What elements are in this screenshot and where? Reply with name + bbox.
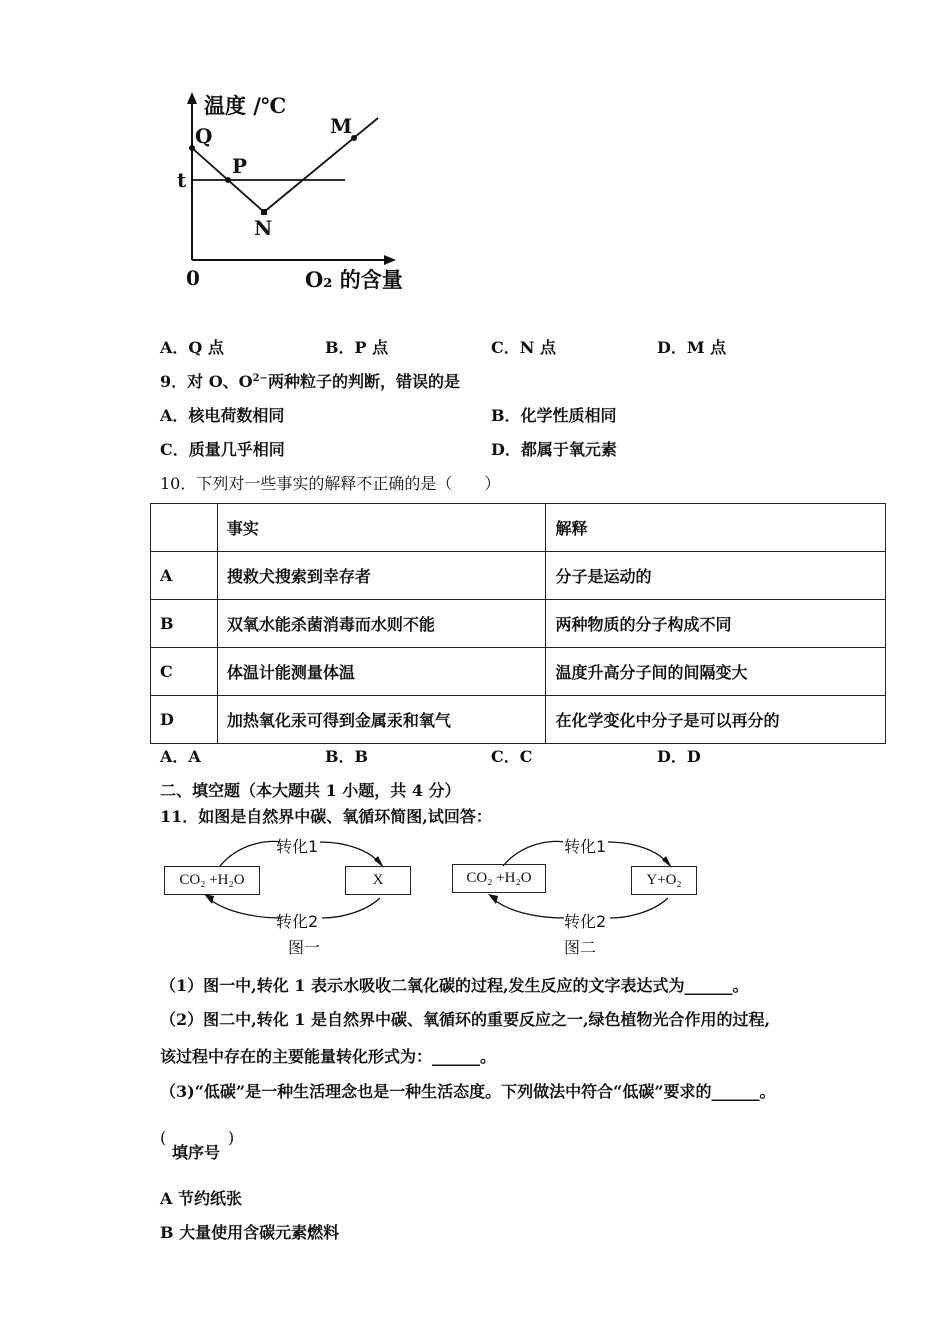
- q11-stem: 11．如图是自然界中碳、氧循环简图,试回答：: [160, 807, 492, 826]
- row-explain: 分子是运动的: [546, 552, 886, 600]
- q9-option-a-text: 核电荷数相同: [188, 406, 285, 425]
- table-header-blank: [151, 504, 218, 552]
- table-header-explain: 解释: [546, 504, 886, 552]
- fig1-left-box: CO₂ +H₂O: [164, 866, 260, 895]
- q10-option-d-letter: D．: [657, 747, 687, 766]
- y-axis-arrow: [187, 92, 197, 104]
- row-fact: 加热氧化汞可得到金属汞和氧气: [217, 696, 546, 744]
- point-p-label: P: [232, 154, 248, 178]
- q8-option-d[interactable]: [657, 335, 726, 358]
- cycle-diagram-2: [448, 832, 708, 962]
- choice-a: A 节约纸张: [160, 1189, 242, 1208]
- q11-part2-line2: 该过程中存在的主要能量转化形式为：______。: [160, 1047, 497, 1066]
- fig1-caption: 图一: [288, 938, 321, 957]
- q9-option-d[interactable]: [491, 437, 617, 460]
- row-explain: 温度升高分子间的间隔变大: [546, 648, 886, 696]
- temperature-graph: [160, 88, 420, 298]
- row-explain: 在化学变化中分子是可以再分的: [546, 696, 886, 744]
- q10-table: [150, 503, 886, 744]
- choice-b: B 大量使用含碳元素燃料: [160, 1223, 340, 1242]
- q10-option-c[interactable]: [491, 744, 532, 767]
- q8-option-b-text: P 点: [354, 338, 389, 357]
- fill-hint: 填序号: [172, 1143, 221, 1162]
- q8-option-a[interactable]: [160, 335, 224, 358]
- row-label: B: [151, 600, 218, 648]
- y-axis-label: 温度 /℃: [204, 93, 287, 118]
- q9-option-b-text: 化学性质相同: [520, 406, 617, 425]
- row-explain: 两种物质的分子构成不同: [546, 600, 886, 648]
- q10-table-header: [151, 504, 886, 552]
- q8-option-c-text: N 点: [519, 338, 556, 357]
- fig2-right-box: Y+O₂: [631, 866, 697, 895]
- fig2-caption: 图二: [564, 938, 597, 957]
- q9-stem: [160, 369, 460, 392]
- q9-stem-prefix: 9．对 O、O: [160, 372, 253, 391]
- q9-option-a[interactable]: [160, 403, 284, 426]
- paren-close: ): [228, 1128, 235, 1147]
- row-label: C: [151, 648, 218, 696]
- q10-stem: 10．下列对一些事实的解释不正确的是（ ）: [160, 474, 501, 493]
- table-row: [151, 552, 886, 600]
- q10-option-c-text: C: [519, 747, 533, 766]
- q11-part1: （1）图一中,转化 1 表示水吸收二氧化碳的过程,发生反应的文字表达式为______。: [160, 976, 749, 995]
- table-row: [151, 696, 886, 744]
- q8-option-a-letter: A．: [160, 338, 189, 357]
- row-fact: 双氧水能杀菌消毒而水则不能: [217, 600, 546, 648]
- q9-option-d-text: 都属于氧元素: [520, 440, 617, 459]
- q8-option-b[interactable]: [325, 335, 388, 358]
- table-row: [151, 600, 886, 648]
- point-p-dot: [225, 177, 231, 183]
- q9-option-b[interactable]: [491, 403, 617, 426]
- table-header-fact: 事实: [217, 504, 546, 552]
- q10-option-a-letter: A．: [160, 747, 189, 766]
- q11-part2-line1: （2）图二中,转化 1 是自然界中碳、氧循环的重要反应之一,绿色植物光合作用的过程,: [160, 1010, 771, 1029]
- q10-option-d[interactable]: [657, 744, 701, 767]
- point-n-label: N: [254, 216, 273, 240]
- q10-option-c-letter: C．: [491, 747, 520, 766]
- q10-option-b-letter: B．: [325, 747, 355, 766]
- table-row: [151, 648, 886, 696]
- q10-option-b-text: B: [354, 747, 369, 766]
- q9-option-c-text: 质量几乎相同: [188, 440, 285, 459]
- q10-option-a-text: A: [188, 747, 201, 766]
- fig2-left-box: CO₂ +H₂O: [452, 864, 546, 893]
- q9-superscript: 2−: [252, 373, 268, 384]
- point-q-label: Q: [195, 124, 213, 148]
- paren-open: (: [160, 1128, 167, 1147]
- q8-option-c-letter: C．: [491, 338, 520, 357]
- q10-option-d-text: D: [686, 747, 701, 766]
- fig1-top-label: 转化1: [276, 837, 319, 856]
- q9-stem-suffix: 两种粒子的判断，错误的是: [267, 372, 460, 391]
- row-label: D: [151, 696, 218, 744]
- fig2-top-label: 转化1: [564, 837, 607, 856]
- q9-option-d-letter: D．: [491, 440, 521, 459]
- q10-option-a[interactable]: [160, 744, 201, 767]
- t-label: t: [177, 168, 187, 192]
- section-title: 二、填空题（本大题共 1 小题，共 4 分）: [160, 781, 461, 800]
- cycle-diagram-1: [160, 832, 420, 962]
- n-to-m-line: [264, 118, 378, 212]
- origin-label: 0: [186, 266, 200, 290]
- q9-option-a-letter: A．: [160, 406, 189, 425]
- q9-option-c-letter: C．: [160, 440, 189, 459]
- row-fact: 搜救犬搜索到幸存者: [217, 552, 546, 600]
- q9-option-b-letter: B．: [491, 406, 521, 425]
- q10-option-b[interactable]: [325, 744, 368, 767]
- q11-part3: （3)“低碳”是一种生活理念也是一种生活态度。下列做法中符合“低碳”要求的______。: [160, 1082, 776, 1101]
- fig2-bottom-label: 转化2: [564, 912, 607, 931]
- x-axis-label: O₂ 的含量: [305, 267, 403, 292]
- fig1-bottom-label: 转化2: [276, 912, 319, 931]
- q8-option-b-letter: B．: [325, 338, 355, 357]
- q9-option-c[interactable]: [160, 437, 285, 460]
- q8-option-a-text: Q 点: [188, 338, 224, 357]
- q8-option-c[interactable]: [491, 335, 556, 358]
- row-fact: 体温计能测量体温: [217, 648, 546, 696]
- q8-option-d-letter: D．: [657, 338, 687, 357]
- fig1-right-box: X: [345, 866, 411, 895]
- point-m-label: M: [330, 114, 353, 138]
- point-n-dot: [261, 209, 267, 215]
- q8-option-d-text: M 点: [686, 338, 727, 357]
- row-label: A: [151, 552, 218, 600]
